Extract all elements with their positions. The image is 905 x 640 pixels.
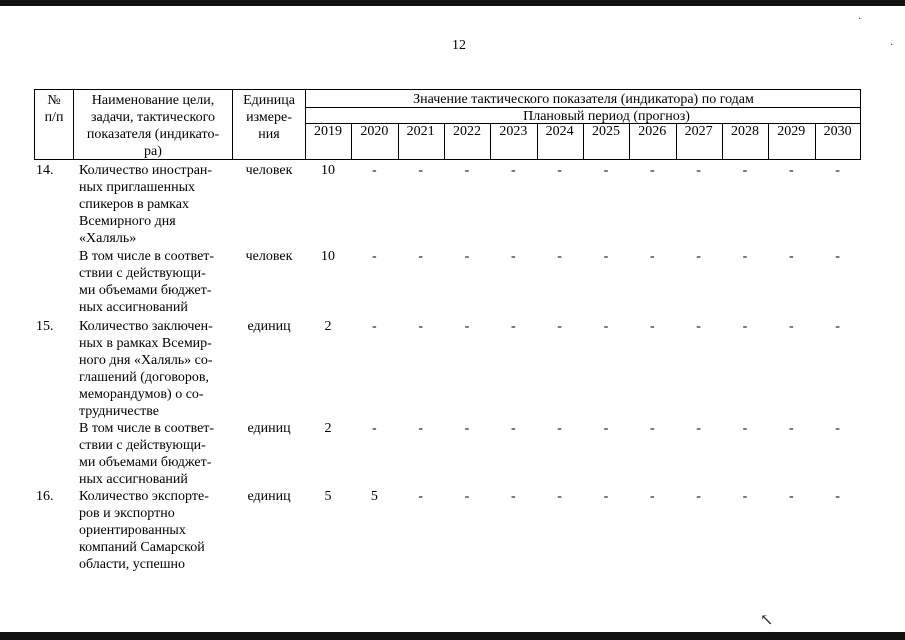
row-value-2026: - — [649, 489, 655, 504]
row-value-2027: - — [696, 163, 701, 178]
row-value-2025: - — [603, 249, 609, 264]
row-value-2022: - — [464, 489, 470, 504]
row-value-2023: - — [510, 489, 516, 504]
row-unit: единиц — [247, 421, 291, 436]
row-value-2020: - — [371, 163, 377, 178]
row-value-2026: - — [649, 319, 655, 334]
header-year-2019: 2019 — [314, 124, 342, 139]
row-value-2028: - — [742, 421, 748, 436]
scan-mark: · — [858, 14, 862, 25]
row-value-2019: 2 — [324, 421, 332, 436]
row-name: В том числе в соответ- ствии с действующи- ми объемами бюджет- ных ассигнований — [79, 421, 215, 487]
header-col-name: Наименование цели, задачи, тактического показателя (индикато- ра) — [86, 93, 220, 159]
row-value-2030: - — [835, 249, 840, 264]
header-year-2030: 2030 — [823, 124, 852, 139]
row-value-2021: - — [418, 319, 423, 334]
row-number: 15. — [36, 319, 54, 334]
header-year-2024: 2024 — [545, 124, 574, 139]
row-name: Количество заключен- ных в рамках Всемир- ного дня «Халяль» со- глашений (договоров, меморандумов) о со- трудничестве — [79, 319, 213, 419]
row-unit: человек — [245, 163, 293, 178]
row-value-2021: - — [418, 249, 423, 264]
header-year-2029: 2029 — [777, 124, 806, 139]
header-year-2028: 2028 — [730, 124, 759, 139]
row-value-2021: - — [418, 421, 423, 436]
row-value-2025: - — [603, 421, 609, 436]
row-unit: единиц — [247, 319, 291, 334]
row-value-2022: - — [464, 421, 470, 436]
row-value-2024: - — [557, 319, 562, 334]
row-value-2028: - — [742, 249, 748, 264]
row-unit: единиц — [247, 489, 291, 504]
scan-border-bottom — [0, 632, 905, 640]
row-value-2022: - — [464, 319, 470, 334]
row-value-2028: - — [742, 489, 748, 504]
row-value-2023: - — [510, 249, 516, 264]
row-value-2020: - — [371, 319, 377, 334]
row-value-2027: - — [696, 319, 701, 334]
scan-border-top — [0, 0, 905, 6]
row-value-2024: - — [557, 489, 562, 504]
scan-mark: ↖ — [760, 612, 774, 629]
row-value-2027: - — [696, 421, 701, 436]
row-value-2026: - — [649, 163, 655, 178]
row-number: 16. — [36, 489, 54, 504]
header-period-title: Плановый период (прогноз) — [523, 109, 690, 124]
row-value-2029: - — [788, 163, 794, 178]
row-value-2024: - — [557, 163, 562, 178]
row-name: Количество иностран- ных приглашенных спикеров в рамках Всемирного дня «Халяль» — [79, 163, 213, 246]
row-value-2023: - — [510, 319, 516, 334]
row-value-2027: - — [696, 249, 701, 264]
row-value-2024: - — [557, 421, 562, 436]
row-value-2025: - — [603, 163, 609, 178]
row-value-2020: - — [371, 421, 377, 436]
header-year-2025: 2025 — [591, 124, 620, 139]
row-value-2028: - — [742, 163, 748, 178]
row-value-2022: - — [464, 163, 470, 178]
header-year-2027: 2027 — [684, 124, 713, 139]
row-value-2026: - — [649, 249, 655, 264]
row-value-2029: - — [788, 249, 794, 264]
header-year-2020: 2020 — [360, 124, 389, 139]
row-value-2021: - — [418, 163, 423, 178]
header-col-unit: Единица измере- ния — [243, 93, 295, 142]
header-col-num: № п/п — [44, 93, 64, 125]
scan-mark: · — [890, 40, 894, 51]
row-value-2030: - — [835, 421, 840, 436]
row-value-2029: - — [788, 489, 794, 504]
header-year-2026: 2026 — [638, 124, 667, 139]
header-value-title: Значение тактического показателя (индикатора) по годам — [413, 92, 754, 107]
row-value-2020: - — [371, 249, 377, 264]
page-number: 12 — [452, 38, 466, 53]
header-year-2022: 2022 — [452, 124, 481, 139]
row-value-2029: - — [788, 421, 794, 436]
row-value-2019: 5 — [324, 489, 332, 504]
row-number: 14. — [36, 163, 54, 178]
row-name: В том числе в соответ- ствии с действующи- ми объемами бюджет- ных ассигнований — [79, 249, 215, 315]
row-value-2029: - — [788, 319, 794, 334]
row-name: Количество экспорте- ров и экспортно ориентированных компаний Самарской области, успешно — [79, 489, 209, 572]
row-value-2020: 5 — [370, 489, 378, 504]
row-value-2019: 10 — [321, 163, 335, 178]
row-value-2021: - — [418, 489, 423, 504]
row-value-2019: 10 — [321, 249, 335, 264]
row-value-2030: - — [835, 489, 840, 504]
row-value-2030: - — [835, 163, 840, 178]
row-unit: человек — [245, 249, 293, 264]
header-year-2023: 2023 — [499, 124, 528, 139]
row-value-2028: - — [742, 319, 748, 334]
row-value-2030: - — [835, 319, 840, 334]
header-year-2021: 2021 — [406, 124, 435, 139]
row-value-2023: - — [510, 421, 516, 436]
row-value-2024: - — [557, 249, 562, 264]
row-value-2023: - — [510, 163, 516, 178]
row-value-2019: 2 — [324, 319, 332, 334]
row-value-2025: - — [603, 319, 609, 334]
row-value-2026: - — [649, 421, 655, 436]
row-value-2025: - — [603, 489, 609, 504]
row-value-2022: - — [464, 249, 470, 264]
row-value-2027: - — [696, 489, 701, 504]
